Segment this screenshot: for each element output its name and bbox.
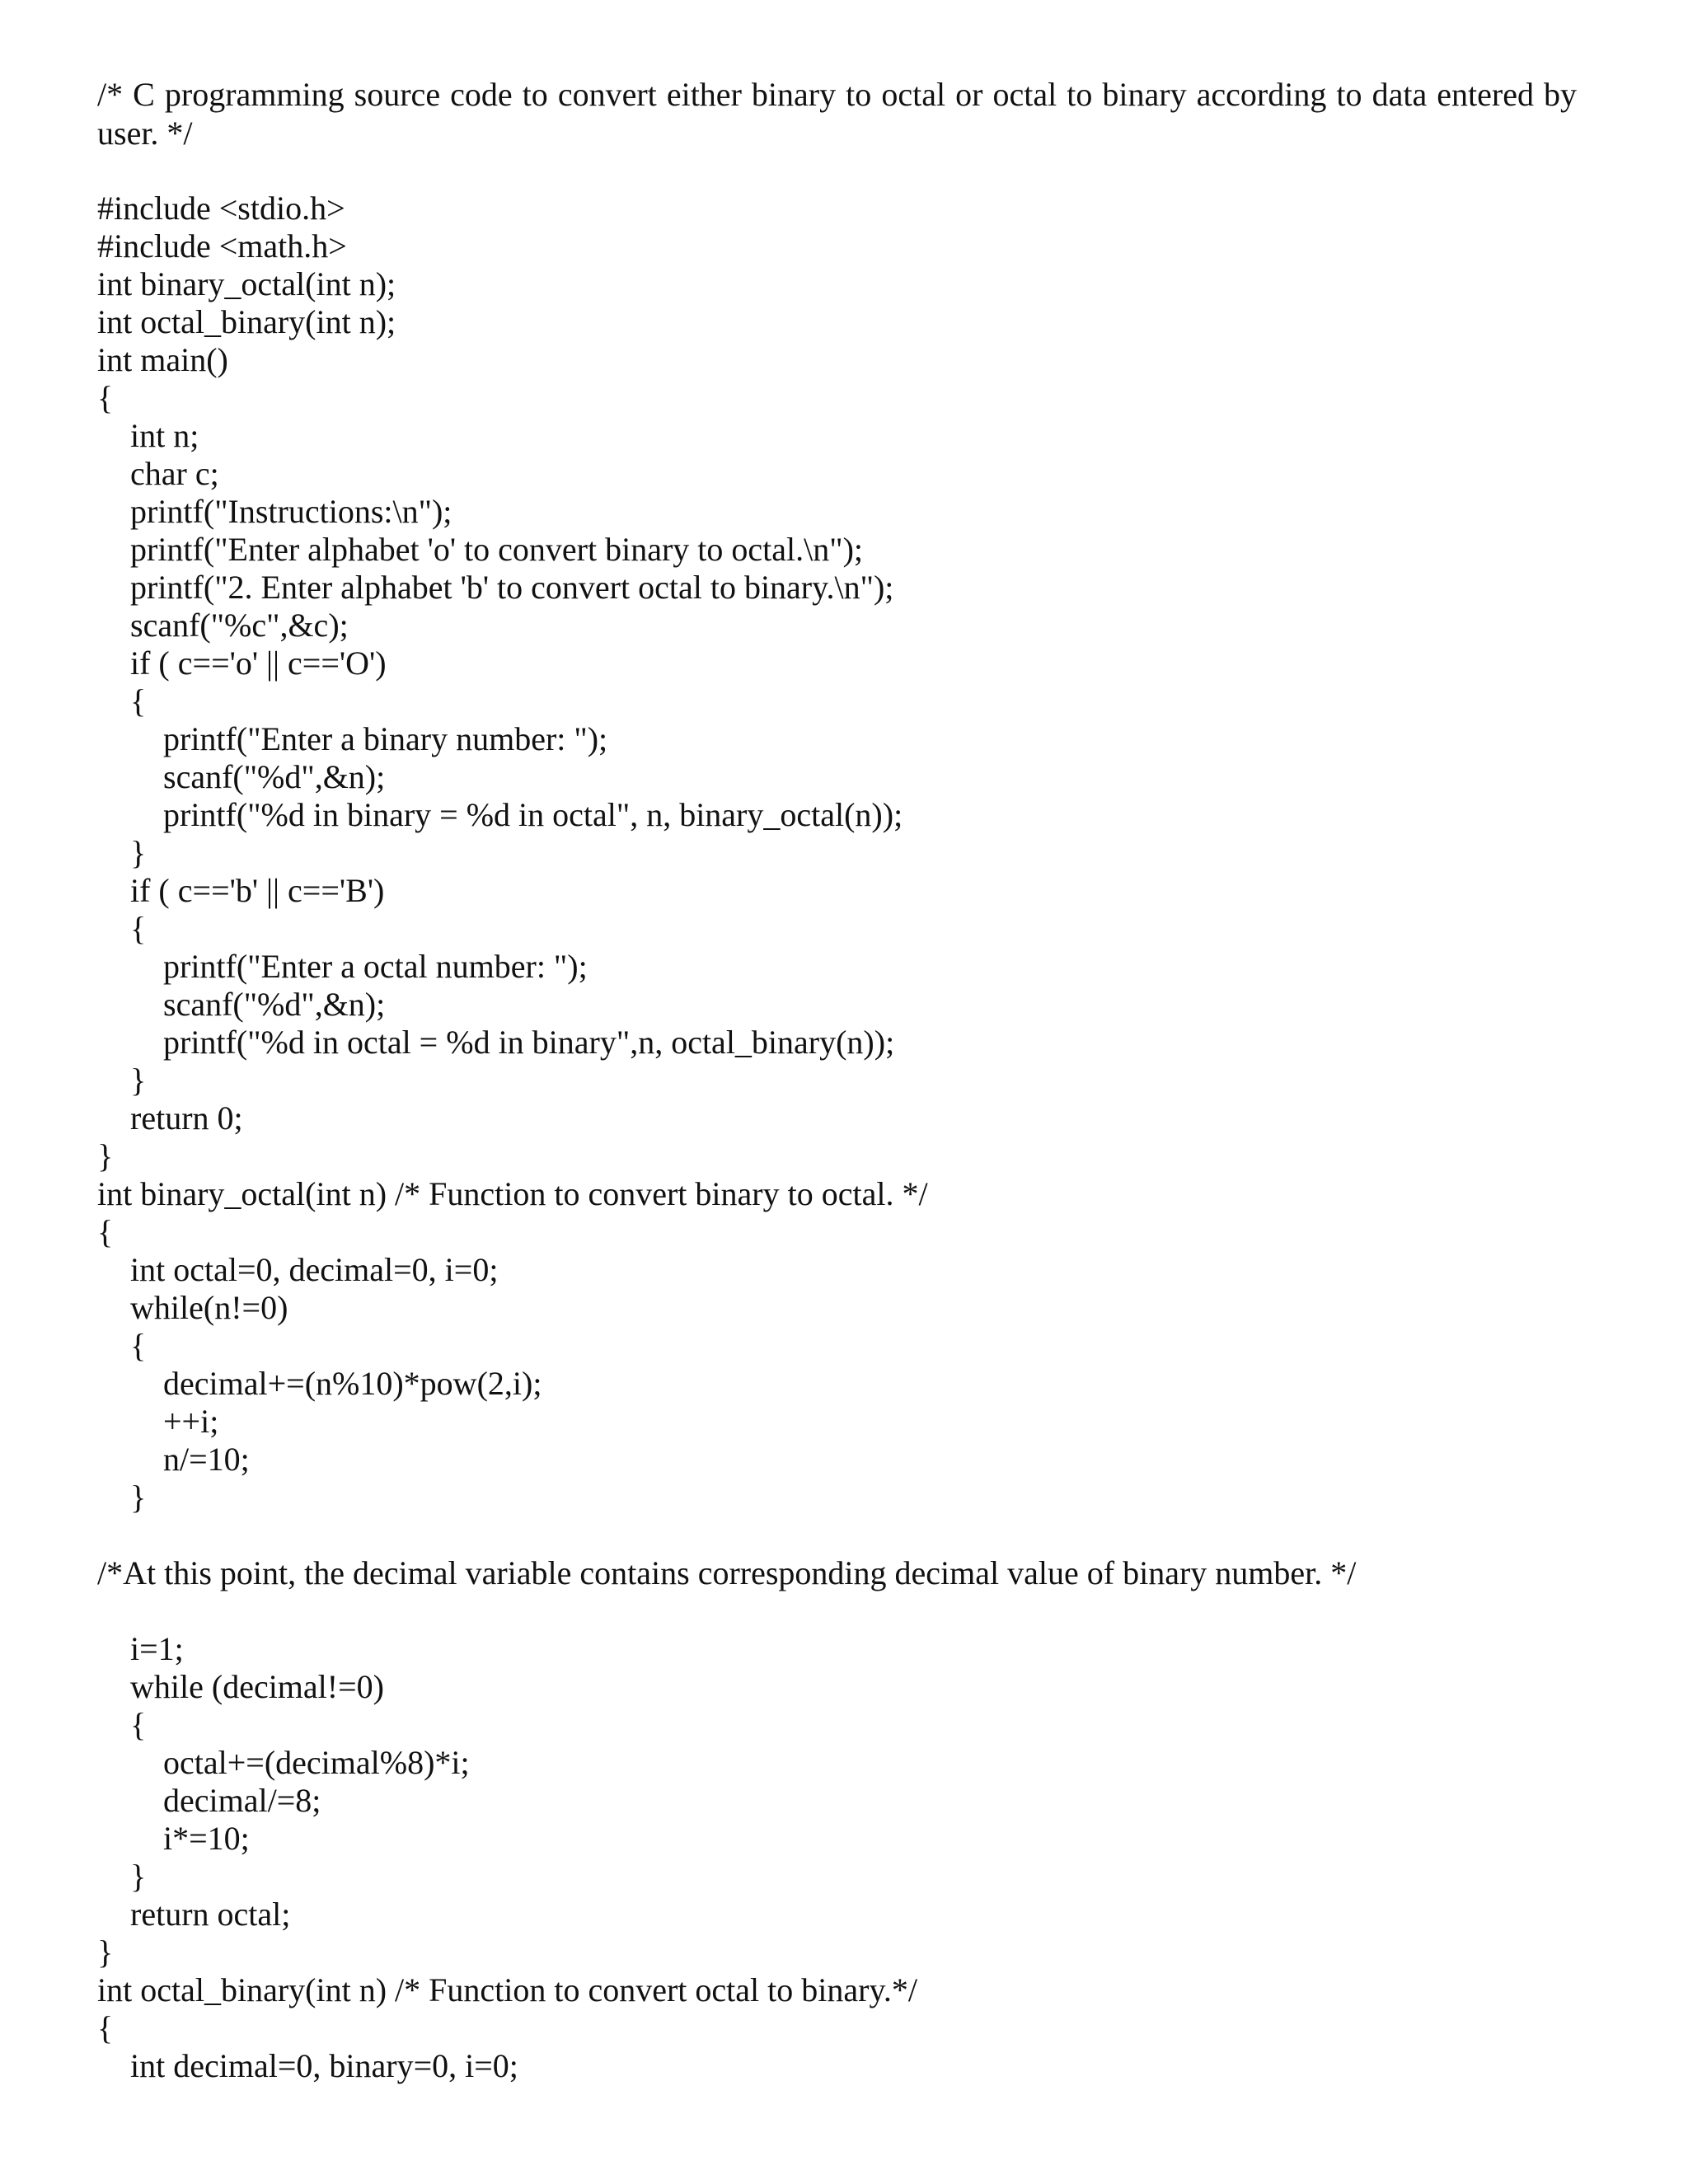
code-line-print-octal-result: printf("%d in octal = %d in binary",n, octal_binary(n));: [163, 1024, 895, 1061]
code-line-printf-option-o: printf("Enter alphabet 'o' to convert binary to octal.\n");: [130, 531, 864, 568]
intro-comment-line-2: user. */: [97, 115, 193, 152]
code-line-print-binary-result: printf("%d in binary = %d in octal", n, binary_octal(n));: [163, 796, 903, 833]
code-line-decimal-comment: /*At this point, the decimal variable contains corresponding decimal value of binary number. */: [97, 1554, 1357, 1591]
code-line-scanf-octal: scanf("%d",&n);: [163, 986, 386, 1023]
code-line-octal-binary-open-brace: {: [97, 2009, 114, 2046]
code-line-divide-n: n/=10;: [163, 1441, 250, 1478]
code-line-octal-binary-declarations: int decimal=0, binary=0, i=0;: [130, 2047, 518, 2084]
code-line-return-octal: return octal;: [130, 1896, 291, 1933]
code-line-include-stdio: #include <stdio.h>: [97, 190, 345, 227]
code-line-if-o-open-brace: {: [130, 682, 147, 719]
code-line-declare-c: char c;: [130, 455, 219, 492]
code-line-decimal-accumulate: decimal+=(n%10)*pow(2,i);: [163, 1365, 542, 1402]
code-line-prompt-binary: printf("Enter a binary number: ");: [163, 720, 608, 757]
code-line-binary-octal-prototype: int binary_octal(int n);: [97, 265, 396, 302]
code-line-octal-binary-prototype: int octal_binary(int n);: [97, 303, 396, 340]
code-line-if-o-close-brace: }: [130, 834, 147, 871]
code-line-while-n-close-brace: }: [130, 1479, 147, 1516]
code-line-return-zero: return 0;: [130, 1099, 243, 1137]
code-line-printf-option-b: printf("2. Enter alphabet 'b' to convert octal to binary.\n");: [130, 569, 894, 606]
code-line-octal-binary-signature: int octal_binary(int n) /* Function to convert octal to binary.*/: [97, 1971, 917, 2008]
code-line-if-b: if ( c=='b' || c=='B'): [130, 872, 385, 909]
code-line-while-decimal-close-brace: }: [130, 1858, 147, 1895]
code-line-if-b-close-brace: }: [130, 1062, 147, 1099]
code-line-binary-octal-declarations: int octal=0, decimal=0, i=0;: [130, 1251, 499, 1288]
code-line-include-math: #include <math.h>: [97, 227, 347, 265]
intro-comment-line-1: /* C programming source code to convert either binary to octal or octal to binary according to data entered by: [97, 76, 1577, 113]
code-line-while-decimal-open-brace: {: [130, 1706, 147, 1743]
code-line-while-n-open-brace: {: [130, 1327, 147, 1364]
code-line-scanf-c: scanf("%c",&c);: [130, 607, 349, 644]
code-line-scanf-binary: scanf("%d",&n);: [163, 758, 386, 795]
code-line-reset-i: i=1;: [130, 1630, 184, 1667]
code-line-divide-decimal: decimal/=8;: [163, 1782, 321, 1819]
code-line-binary-octal-signature: int binary_octal(int n) /* Function to convert binary to octal. */: [97, 1175, 928, 1212]
code-line-octal-accumulate: octal+=(decimal%8)*i;: [163, 1744, 470, 1781]
code-line-prompt-octal: printf("Enter a octal number: ");: [163, 948, 588, 985]
code-line-multiply-i: i*=10;: [163, 1820, 250, 1857]
code-line-main-signature: int main(): [97, 341, 228, 378]
code-line-binary-octal-open-brace: {: [97, 1213, 114, 1250]
code-line-if-b-open-brace: {: [130, 910, 147, 947]
code-line-if-o: if ( c=='o' || c=='O'): [130, 644, 387, 682]
code-line-binary-octal-close-brace: }: [97, 1933, 114, 1971]
code-line-declare-n: int n;: [130, 417, 199, 454]
code-line-while-decimal: while (decimal!=0): [130, 1668, 384, 1705]
code-line-main-open-brace: {: [97, 379, 114, 416]
code-line-increment-i: ++i;: [163, 1403, 219, 1440]
code-line-printf-instructions: printf("Instructions:\n");: [130, 493, 452, 530]
code-line-main-close-brace: }: [97, 1137, 114, 1174]
code-line-while-n: while(n!=0): [130, 1289, 288, 1326]
